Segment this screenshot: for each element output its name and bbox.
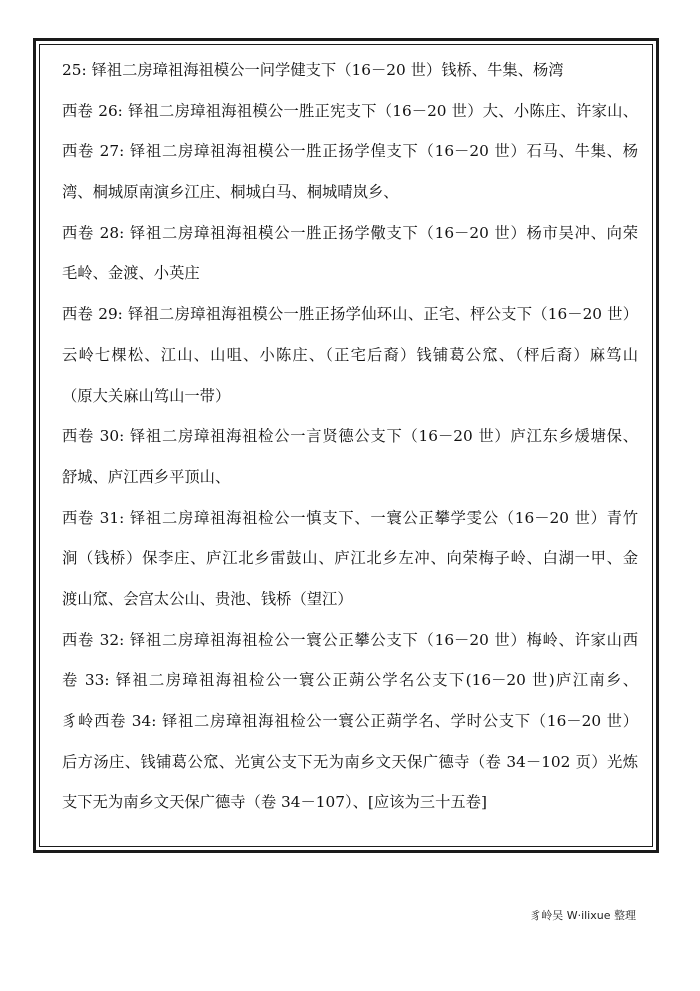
text-line: 西卷 32: 铎祖二房璋祖海祖检公一寰公正攀公支下（16－20 世）梅岭、许家山西 (62, 630, 638, 649)
text-line: 西卷 26: 铎祖二房璋祖海祖模公一胜正宪支下（16－20 世）大、小陈庄、许家山、 (62, 101, 638, 120)
text-line: 西卷 31: 铎祖二房璋祖海祖检公一慎支下、一寰公正攀学雯公（16－20 世）青竹 (62, 508, 638, 527)
text-line: 西卷 29: 铎祖二房璋祖海祖模公一胜正扬学仙环山、正宅、枰公支下（16－20 世） (62, 305, 638, 324)
text-line: 豸岭西卷 34: 铎祖二房璋祖海祖检公一寰公正蒴学名、学时公支下（16－20 世） (62, 712, 638, 730)
text-line: 支下无为南乡文天保广德寺（卷 34－107）、[应该为三十五卷] (62, 793, 487, 812)
text-line: 毛岭、金渡、小英庄 (62, 264, 200, 283)
text-line: 后方汤庄、钱铺葛公窊、光寅公支下无为南乡文天保广德寺（卷 34－102 页）光炼 (62, 752, 638, 771)
text-line: 卷 33: 铎祖二房璋祖海祖检公一寰公正蒴公学名公支下(16－20 世)庐江南乡、 (62, 671, 638, 690)
document-body (62, 57, 638, 830)
text-line: 湾、桐城原南演乡江庄、桐城白马、桐城晴岚乡、 (62, 183, 399, 202)
text-line: 西卷 30: 铎祖二房璋祖海祖检公一言贤德公支下（16－20 世）庐江东乡煖塘保、 (62, 427, 638, 446)
text-line: 渡山窊、会宫太公山、贵池、钱桥（望江） (62, 589, 353, 608)
text-line: 西卷 27: 铎祖二房璋祖海祖模公一胜正扬学偟支下（16－20 世）石马、牛集、杨 (62, 142, 638, 161)
text-line: （原大关麻山笃山一带） (62, 386, 231, 405)
text-line: 涧（钱桥）保李庄、庐江北乡雷鼓山、庐江北乡左冲、向荣梅子岭、白湖一甲、金 (62, 549, 638, 568)
text-line: 舒城、庐江西乡平顶山、 (62, 467, 231, 486)
text-line: 西卷 28: 铎祖二房璋祖海祖模公一胜正扬学儆支下（16－20 世）杨市吴冲、向荣 (62, 223, 638, 242)
text-line: 25: 铎祖二房璋祖海祖模公一问学健支下（16－20 世）钱桥、牛集、杨湾 (62, 61, 564, 79)
footer-credit: 豸岭吴 W·ilixue 整理 (530, 909, 636, 922)
text-line: 云岭七棵松、江山、山咀、小陈庄、（正宅后裔）钱铺葛公窊、（枰后裔）麻笃山 (62, 345, 638, 364)
